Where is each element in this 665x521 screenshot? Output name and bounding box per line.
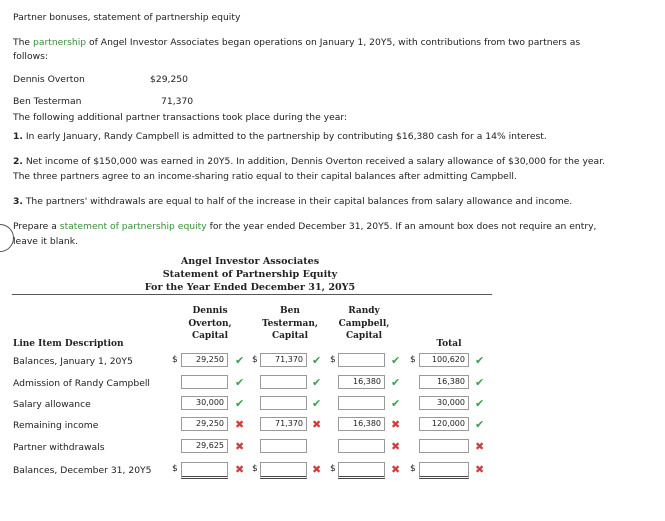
currency-sign: $ — [330, 464, 336, 474]
row-label: Admission of Randy Campbell — [13, 378, 150, 389]
amount-input-campbell[interactable] — [338, 353, 385, 367]
amount-input-campbell[interactable] — [338, 396, 385, 410]
row-label: Balances, December 31, 20Y5 — [13, 465, 152, 476]
col-header-campbell: Randy Campbell, Capital — [338, 306, 390, 341]
amount-input-overton[interactable]: 29,250 — [181, 417, 228, 431]
check-icon: ✔ — [475, 354, 485, 367]
line-item-header: Line Item Description — [13, 339, 124, 349]
amount-input-overton[interactable] — [181, 375, 228, 389]
cross-icon: ✖ — [235, 440, 245, 453]
currency-sign: $ — [172, 464, 178, 474]
cross-icon: ✖ — [391, 418, 401, 431]
amount-input-total[interactable] — [419, 439, 469, 453]
check-icon: ✔ — [391, 397, 401, 410]
item-2 — [13, 156, 605, 167]
col-header-testerman: Ben Testerman, Capital — [261, 306, 319, 341]
cross-icon: ✖ — [235, 463, 245, 476]
check-icon: ✔ — [475, 418, 485, 431]
cross-icon: ✖ — [312, 418, 322, 431]
check-icon: ✔ — [312, 354, 322, 367]
intro-line2: follows: — [13, 51, 48, 62]
cross-icon: ✖ — [235, 418, 245, 431]
row-label: Remaining income — [13, 420, 99, 431]
check-icon: ✔ — [235, 376, 245, 389]
amount-input-testerman[interactable] — [260, 439, 307, 453]
cross-icon: ✖ — [475, 463, 485, 476]
amount-input-overton[interactable]: 29,250 — [181, 353, 228, 367]
cross-icon: ✖ — [312, 463, 322, 476]
amount-input-campbell[interactable] — [338, 462, 385, 479]
check-icon: ✔ — [475, 376, 485, 389]
item-number: 3. — [13, 196, 23, 207]
currency-sign: $ — [172, 355, 178, 365]
item-3 — [13, 196, 572, 207]
item-1 — [13, 131, 547, 142]
check-icon: ✔ — [475, 397, 485, 410]
amount-input-total[interactable]: 16,380 — [419, 375, 469, 389]
col-header-total: Total — [436, 339, 462, 349]
amount-input-total[interactable]: 120,000 — [419, 417, 469, 431]
amount-input-overton[interactable]: 29,625 — [181, 439, 228, 453]
intro-text: The — [13, 37, 34, 48]
amount-input-campbell[interactable]: 16,380 — [338, 417, 385, 431]
item-text: Net income of $150,000 was earned in 20Y5. In addition, Dennis Overton received a salary allowance of $30,000 for the year. — [25, 156, 606, 167]
row-label: Balances, January 1, 20Y5 — [13, 356, 133, 367]
contrib-amount-1: 71,370 — [161, 96, 194, 107]
amount-input-campbell[interactable]: 16,380 — [338, 375, 385, 389]
statement-title: Statement of Partnership Equity — [162, 269, 338, 280]
cross-icon: ✖ — [391, 440, 401, 453]
amount-input-total[interactable]: 30,000 — [419, 396, 469, 410]
amount-input-testerman[interactable] — [260, 462, 307, 479]
prepare-text-2: for the year ended December 31, 20Y5. If an amount box does not require an entry, — [206, 221, 597, 232]
header-divider — [12, 294, 492, 295]
amount-input-testerman[interactable]: 71,370 — [260, 417, 307, 431]
contrib-name-1: Ben Testerman — [13, 96, 82, 107]
amount-input-total[interactable]: 100,620 — [419, 353, 469, 367]
amount-input-overton[interactable] — [181, 462, 228, 479]
partnership-link[interactable]: partnership — [33, 37, 87, 48]
amount-input-overton[interactable]: 30,000 — [181, 396, 228, 410]
item-number: 1. — [13, 131, 23, 142]
check-icon: ✔ — [391, 376, 401, 389]
company-name: Angel Investor Associates — [180, 256, 320, 267]
prepare-paragraph — [13, 221, 596, 232]
item-number: 2. — [13, 156, 23, 167]
prepare-text: Prepare a — [13, 221, 60, 232]
statement-period: For the Year Ended December 31, 20Y5 — [144, 282, 356, 293]
row-label: Salary allowance — [13, 399, 91, 410]
intro-text-2: of Angel Investor Associates began operations on January 1, 20Y5, with contributions from two partners as — [86, 37, 581, 48]
currency-sign: $ — [252, 464, 258, 474]
amount-input-testerman[interactable] — [260, 396, 307, 410]
currency-sign: $ — [410, 355, 416, 365]
prepare-line2: leave it blank. — [13, 236, 78, 247]
check-icon: ✔ — [235, 354, 245, 367]
col-header-overton: Dennis Overton, Capital — [188, 306, 232, 341]
cross-icon: ✖ — [391, 463, 401, 476]
check-icon: ✔ — [235, 397, 245, 410]
currency-sign: $ — [330, 355, 336, 365]
additional-intro: The following additional partner transactions took place during the year: — [13, 112, 348, 123]
amount-input-total[interactable] — [419, 462, 469, 479]
statement-link[interactable]: statement of partnership equity — [59, 221, 207, 232]
row-label: Partner withdrawals — [13, 442, 105, 453]
contrib-name-0: Dennis Overton — [13, 74, 85, 85]
page-heading: Partner bonuses, statement of partnership equity — [13, 12, 241, 23]
item-2-line2: The three partners agree to an income-sharing ratio equal to their capital balances after admitting Campbell. — [13, 171, 517, 182]
check-icon: ✔ — [391, 354, 401, 367]
intro-paragraph — [13, 37, 580, 48]
currency-sign: $ — [252, 355, 258, 365]
item-text: In early January, Randy Campbell is admitted to the partnership by contributing $16,380 cash for a 14% interest. — [25, 131, 547, 142]
contrib-amount-0: $29,250 — [150, 74, 188, 85]
amount-input-testerman[interactable] — [260, 375, 307, 389]
radio-indicator — [0, 224, 14, 252]
currency-sign: $ — [410, 464, 416, 474]
check-icon: ✔ — [312, 397, 322, 410]
amount-input-campbell[interactable] — [338, 439, 385, 453]
cross-icon: ✖ — [475, 440, 485, 453]
amount-input-testerman[interactable]: 71,370 — [260, 353, 307, 367]
item-text: The partners' withdrawals are equal to half of the increase in their capital balances from salary allowance and income. — [25, 196, 573, 207]
check-icon: ✔ — [312, 376, 322, 389]
